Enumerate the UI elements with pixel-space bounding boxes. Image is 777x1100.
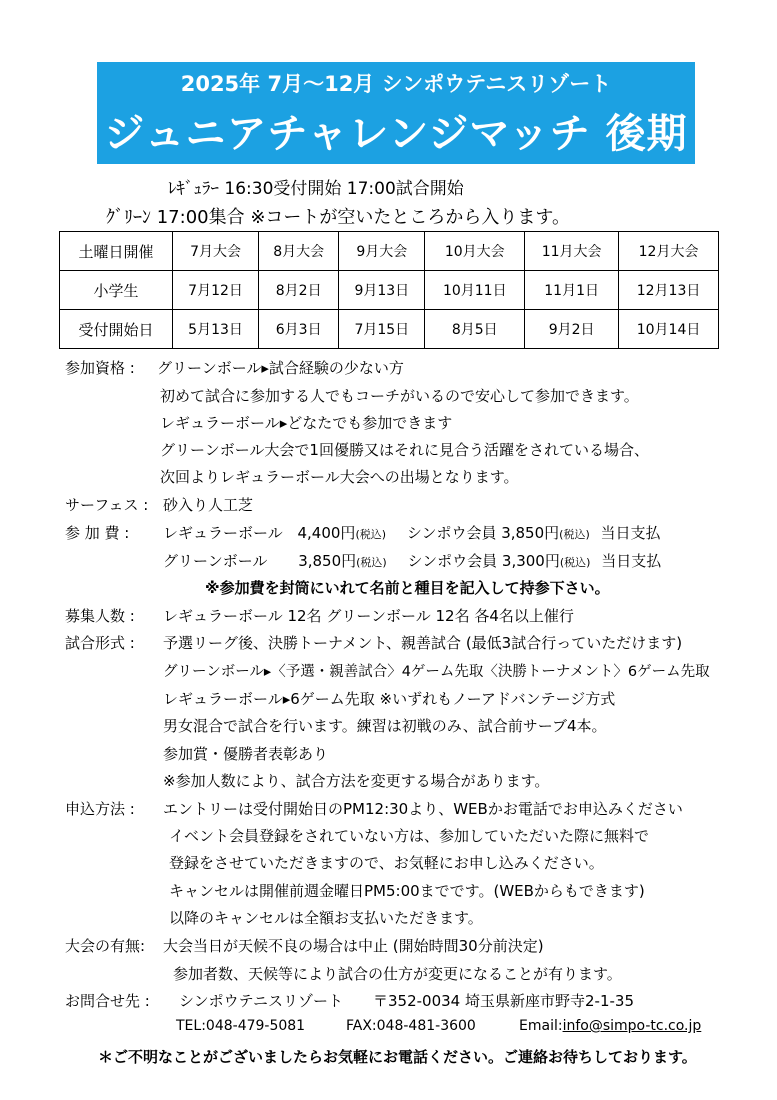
banner-title: ジュニアチャレンジマッチ 後期	[104, 111, 688, 157]
table-cell: 7月12日	[173, 271, 259, 310]
table-cell: 6月3日	[259, 310, 339, 349]
format-line: レギュラーボール▸6ゲーム先取 ※いずれもノーアドバンテージ方式	[163, 690, 616, 708]
fee-label: 参 加 費 :	[65, 524, 130, 542]
format-line: 男女混合で試合を行います。練習は初戦のみ、試合前サーブ4本。	[163, 717, 607, 735]
contact-email-label: Email:	[519, 1018, 563, 1034]
fee-tax-note: (税込)	[559, 528, 590, 541]
table-header-row	[60, 232, 719, 271]
table-header-cell: 11月大会	[525, 232, 619, 271]
weather-line: 大会当日が天候不良の場合は中止 (開始時間30分前決定)	[163, 937, 544, 955]
table-cell: 10月14日	[619, 310, 719, 349]
fee-green-pay: 当日支払	[601, 552, 662, 570]
format-line: ※参加人数により、試合方法を変更する場合があります。	[163, 772, 550, 790]
fee-tax-note: (税込)	[559, 556, 591, 569]
table-cell: 8月2日	[259, 271, 339, 310]
fee-green-row	[163, 550, 661, 571]
table-header-cell: 土曜日開催	[60, 232, 173, 271]
table-header-cell: 9月大会	[339, 232, 425, 271]
capacity-value: レギュラーボール 12名 グリーンボール 12名 各4名以上催行	[163, 607, 574, 625]
fee-regular-pay: 当日支払	[600, 524, 661, 542]
contact-fax: FAX:048-481-3600	[346, 1018, 476, 1034]
eligibility-line: 初めて試合に参加する人でもコーチがいるので安心して参加できます。	[160, 387, 639, 405]
weather-label: 大会の有無:	[65, 937, 146, 955]
table-header-cell: 7月大会	[173, 232, 259, 271]
fee-regular-name: レギュラーボール	[163, 524, 283, 542]
format-line: 予選リーグ後、決勝トーナメント、親善試合 (最低3試合行っていただけます)	[163, 634, 683, 652]
table-header-cell: 10月大会	[425, 232, 525, 271]
eligibility-line: 次回よりレギュラーボール大会への出場となります。	[160, 468, 519, 486]
apply-line: イベント会員登録をされていない方は、参加していただいた際に無料で	[169, 827, 650, 845]
eligibility-line: グリーンボール大会で1回優勝又はそれに見合う活躍をされている場合、	[160, 441, 649, 459]
eligibility-label: 参加資格 :	[65, 359, 135, 377]
contact-email-row	[519, 1018, 701, 1034]
fee-green-name: グリーンボール	[163, 552, 268, 570]
format-line: グリーンボール▸〈予選・親善試合〉4ゲーム先取〈決勝トーナメント〉6ゲーム先取	[163, 664, 710, 680]
table-cell: 受付開始日	[60, 310, 173, 349]
footer-note: ＊ご不明なことがございましたらお気軽にお電話ください。ご連絡お待ちしております。	[98, 1048, 697, 1066]
table-cell: 5月13日	[173, 310, 259, 349]
table-cell: 小学生	[60, 271, 173, 310]
schedule-table	[59, 231, 719, 349]
contact-name: シンポウテニスリゾート	[179, 992, 344, 1010]
green-schedule-line: ｸﾞﾘｰﾝ 17:00集合 ※コートが空いたところから入ります。	[106, 207, 570, 228]
format-label: 試合形式 :	[65, 634, 135, 652]
table-header-cell: 12月大会	[619, 232, 719, 271]
fee-green-price: 3,850円	[298, 552, 357, 570]
banner-subtitle: 2025年 7月～12月 シンポウテニスリゾート	[180, 72, 612, 96]
table-cell: 10月11日	[425, 271, 525, 310]
table-cell: 9月13日	[339, 271, 425, 310]
fee-note: ※参加費を封筒にいれて名前と種目を記入して持参下さい。	[205, 579, 610, 597]
table-cell: 12月13日	[619, 271, 719, 310]
table-header-cell: 8月大会	[259, 232, 339, 271]
regular-schedule-line: ﾚｷﾞｭﾗｰ 16:30受付開始 17:00試合開始	[168, 179, 464, 199]
eligibility-line: グリーンボール▸試合経験の少ない方	[157, 359, 404, 377]
weather-line: 参加者数、天候等により試合の仕方が変更になることが有ります。	[173, 965, 622, 983]
fee-regular-member: シンポウ会員 3,850円	[406, 524, 560, 542]
table-cell: 8月5日	[425, 310, 525, 349]
surface-label: サーフェス :	[65, 496, 149, 514]
fee-regular-price: 4,400円	[297, 524, 356, 542]
table-row	[60, 271, 719, 310]
fee-green-member: シンポウ会員 3,300円	[407, 552, 560, 570]
contact-label: お問合せ先 :	[65, 992, 150, 1010]
table-cell: 7月15日	[339, 310, 425, 349]
table-cell: 11月1日	[525, 271, 619, 310]
fee-tax-note: (税込)	[356, 556, 387, 569]
apply-line: キャンセルは開催前週金曜日PM5:00までです。(WEBからもできます)	[169, 882, 645, 900]
apply-line: 以降のキャンセルは全額お支払いただきます。	[169, 909, 483, 927]
contact-tel: TEL:048-479-5081	[176, 1018, 306, 1034]
table-row	[60, 310, 719, 349]
apply-line: エントリーは受付開始日のPM12:30より、WEBかお電話でお申込みください	[163, 800, 683, 818]
table-cell: 9月2日	[525, 310, 619, 349]
fee-regular-row	[163, 522, 661, 543]
surface-value: 砂入り人工芝	[163, 496, 254, 514]
contact-email-link[interactable]: info@simpo-tc.co.jp	[562, 1018, 702, 1034]
fee-tax-note: (税込)	[355, 528, 387, 541]
eligibility-line: レギュラーボール▸どなたでも参加できます	[160, 414, 453, 432]
format-line: 参加賞・優勝者表彰あり	[163, 745, 329, 763]
apply-line: 登録をさせていただきますので、お気軽にお申し込みください。	[169, 854, 604, 872]
contact-address: 〒352-0034 埼玉県新座市野寺2-1-35	[373, 992, 634, 1010]
title-banner	[97, 62, 695, 164]
apply-label: 申込方法 :	[65, 800, 135, 818]
capacity-label: 募集人数 :	[65, 607, 135, 625]
